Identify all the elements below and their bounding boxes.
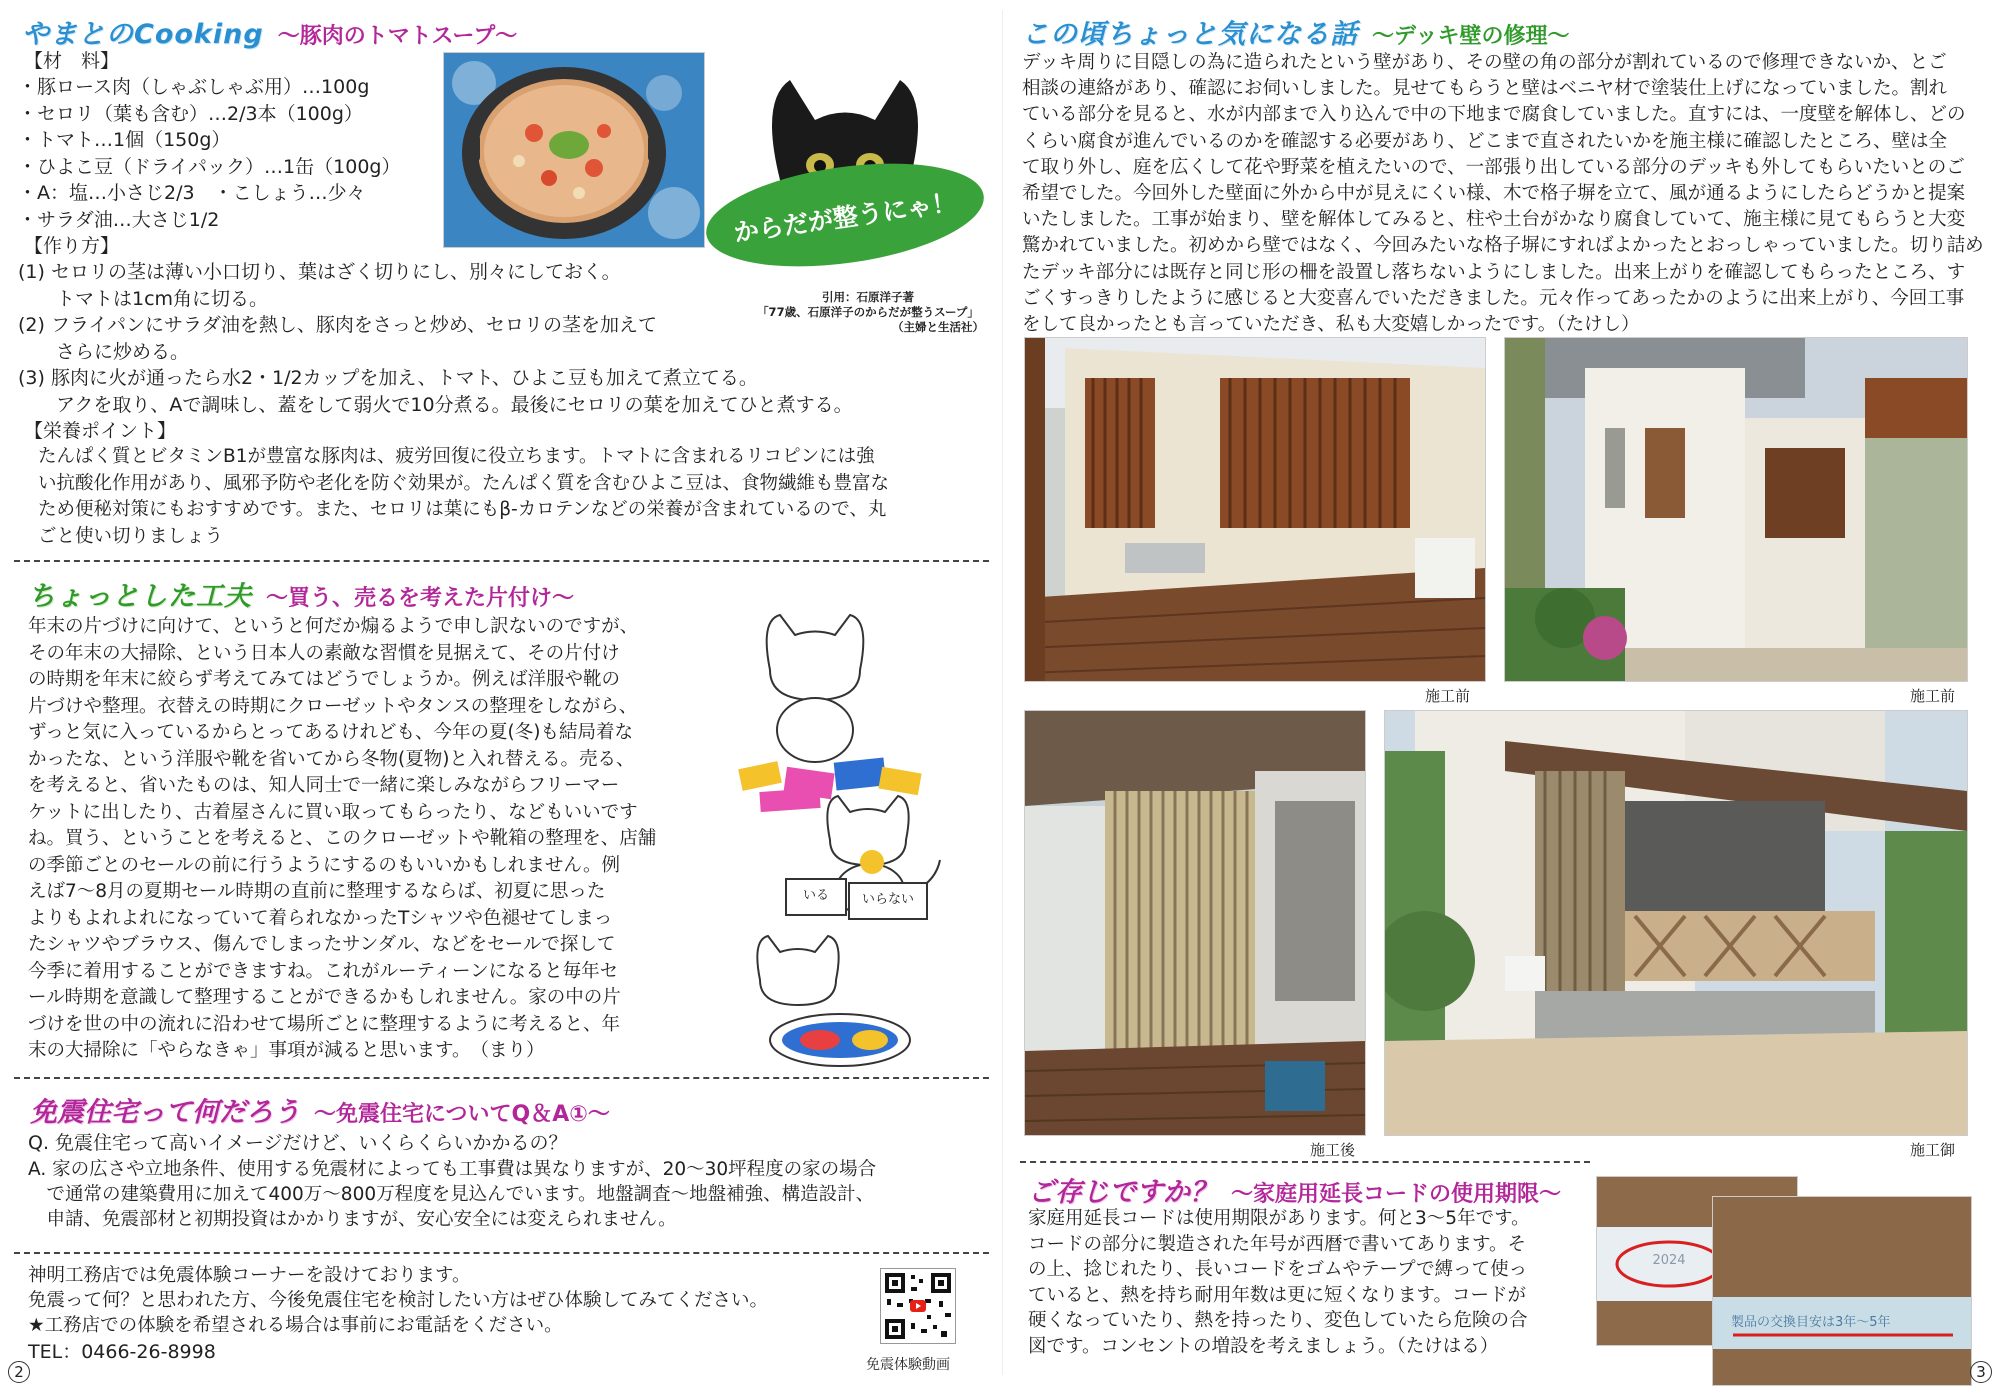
cord-text: 家庭用延長コードは使用期限があります。何と3～5年です。 コードの部分に製造された年号が西暦で書いてあります。そ の上、捻じれたり、長いコードをゴムやテープで縛って使っ ていると、熱を持ち耐用年数は更に短くなります。コードが 硬くなっていたり、熱を持ったり、変色していたら危険の合 図です。コンセントの増設を考えましょう。（たけはる） (1028, 1208, 1530, 1357)
page-number-left: 2 (8, 1361, 30, 1383)
deck-title-row (1022, 12, 1570, 51)
nutrition-text: たんぱく質とビタミンB1が豊富な豚肉は、疲労回復に役立ちます。トマトに含まれるリコピンには強 い抗酸化作用があり、風邪予防や老化を防ぐ効果が。たんぱく質を含むひよこ豆は、食物繊維も豊富な ため便秘対策にもおすすめです。また、セロリは葉にもβ-カロテンなどの栄養が含まれているので、丸 ごと使い切りましょう (38, 446, 890, 547)
tidy-title: ちょっとした工夫 (28, 581, 252, 612)
ingredient-item: ・ひよこ豆（ドライパック）…1缶（100g） (18, 155, 401, 178)
photo-after-2 (1384, 710, 1968, 1136)
menshin-notice: 神明工務店では免震体験コーナーを設けております。 免震って何？と思われた方、今後免震住宅を検討したい方はぜひ体験してみてください。 ★工務店での体験を希望される場合は事前にお電話をください。 (28, 1265, 769, 1336)
nutrition-header: 【栄養ポイント】 (24, 420, 177, 442)
tidy-title-row (28, 574, 574, 613)
cooking-title-row (22, 12, 517, 51)
step-line: トマトは1cm角に切る。 (18, 287, 269, 310)
cat-badge (700, 160, 990, 270)
ingredient-item: ・A：塩…小さじ2/3 ・こしょう…少々 (18, 182, 366, 204)
tidy-cat-illustrations (730, 600, 990, 1070)
ingredient-item: ・セロリ（葉も含む）…2/3本（100g） (18, 102, 363, 125)
citation-line: （主婦と生活社） (892, 320, 984, 334)
ingredient-item: ・サラダ油…大さじ1/2 (18, 208, 220, 231)
step-line: (2) フライパンにサラダ油を熱し、豚肉をさっと炒め、セロリの茎を加えて (18, 314, 658, 336)
steps-list (18, 259, 978, 418)
cord-lifespan-label: 製品の交換目安は3年～5年 (1731, 1315, 1891, 1330)
photo-caption: 施工前 (1910, 687, 1956, 705)
menshin-answer: A. 家の広さや立地条件、使用する免震材によっても工事費は異なりますが、20～30坪程度の家の場合 で通常の建築費用に加えて400万～800万程度を見込んでいます。地盤調査～地盤補強、構造設計、 申請、免震部材と初期投資はかかりますが、安心安全には変えられません。 (28, 1159, 877, 1230)
page-number-right: 3 (1970, 1361, 1992, 1383)
ingredients-list (18, 74, 458, 233)
menshin-subtitle: ～免震住宅についてQ＆A①～ (314, 1102, 610, 1127)
photo-caption: 施工後 (1310, 1141, 1356, 1159)
menshin-question: Q. 免震住宅って高いイメージだけど、いくらくらいかかるの？ (28, 1132, 568, 1154)
deck-title: この頃ちょっと気になる話 (1022, 19, 1358, 50)
cord-title-row (1028, 1170, 1561, 1209)
divider (14, 1077, 989, 1079)
citation-line: 引用：石原洋子著 (822, 290, 914, 304)
cooking-subtitle: ～豚肉のトマトスープ～ (277, 24, 518, 49)
cat-badge-text: からだが整うにゃ！ (732, 187, 959, 248)
box-label-discard: いらない (848, 882, 928, 920)
deck-subtitle: ～デッキ壁の修理～ (1372, 24, 1570, 49)
cooking-title: やまとのCooking (22, 19, 264, 50)
citation-line: 「77歳、石原洋子のからだが整うスープ」 (757, 305, 979, 319)
steps-header: 【作り方】 (24, 235, 120, 257)
ingredients-header: 【材 料】 (24, 50, 120, 72)
cord-photo-label (1712, 1196, 1972, 1386)
qr-code[interactable] (880, 1268, 956, 1344)
menshin-title: 免震住宅って何だろう (30, 1097, 300, 1128)
photo-before-2 (1504, 337, 1968, 682)
photo-before-1 (1024, 337, 1486, 682)
ingredient-item: ・豚ロース肉（しゃぶしゃぶ用）…100g (18, 76, 370, 98)
tidy-subtitle: ～買う、売るを考えた片付け～ (266, 586, 575, 611)
divider (1020, 1161, 1590, 1163)
box-label-keep: いる (785, 878, 847, 916)
ingredient-item: ・トマト…1個（150g） (18, 129, 231, 151)
tidy-text: 年末の片づけに向けて、というと何だか煽るようで申し訳ないのですが、 その年末の大掃除、という日本人の素敵な習慣を見据えて、その片付け の時期を年末に絞らず考えてみてはどうでしょうか。例えば洋服や靴の 片づけや整理。衣替えの時期にクローゼットやタンスの整理をしながら、 ずっと気に入っているからとってあるけれども、今年の夏(冬)も結局着な かったな、という洋服や靴を省いてから冬物(夏物)と入れ替える。売る、 を考えると、省いたものは、知人同士で一緒に楽しみながらフリーマー ケットに出したり、古着屋さんに買い取ってもらったり、などもいいです ね。買う、ということを考えると、このクローゼットや靴箱の整理を、店舗 の季節ごとのセールの前に行うようにするのもいいかもしれません。例 えば7～8月の夏期セール時期の直前に整理するならば、初夏に思った よりもよれよれになっていて着られなかったTシャツや色褪せてしまっ たシャツやブラウス、傷んでしまったサンダル、などをセールで探して 今季に着用することができますね。これがルーティーンになると毎年セ ール時期を意識して整理することができるかもしれません。家の中の片 づけを世の中の流れに沿わせて場所ごとに整理するように考えると、年 末の大掃除に「やらなきゃ」事項が減ると思います。 （まり） (28, 616, 657, 1061)
cord-subtitle: ～家庭用延長コードの使用期限～ (1231, 1182, 1562, 1207)
cord-title: ご存じですか？ (1028, 1177, 1217, 1208)
photo-after-1 (1024, 710, 1366, 1136)
deck-text: デッキ周りに目隠しの為に造られたという壁があり、その壁の角の部分が割れているので修理できないか、とご 相談の連絡があり、確認にお伺いしました。見せてもらうと壁はベニヤ材で塗装仕上げになっていました。割れ ている部分を見ると、水が内部まで入り込んで中の下地まで腐食していました。直すには、一度壁を解体し、どの くらい腐食が進んでいるのかを確認する必要があり、どこまで直されたいかを施主様に確認したところ、壁は全 て取り外し、庭を広くして花や野菜を植えたいので、一部張り出している部分のデッキも外してもらいたいとのご 希望でした。今回外した壁面に外から中が見えにくい様、木で格子塀を立て、風が通るようにしたらどうかと提案 いたしました。工事が始まり、壁を解体してみると、柱や土台がかなり腐食していて、施主様に見てもらうと大変 驚かれていました。初めから壁ではなく、今回みたいな格子塀にすればよかったとおっしゃっていました。切り詰め たデッキ部分には既存と同じ形の柵を設置し落ちないようにしました。出来上がりを確認してもらったところ、す ごくすっきりしたように感じると大変喜んでいただきました。元々作ってあったかのように出来上がり、今回工事 をして良かったとも言っていただき、私も大変嬉しかったです。（たけし） (1022, 52, 1984, 336)
page-gutter (1002, 10, 1003, 1375)
soup-photo (443, 52, 705, 248)
divider (14, 560, 989, 562)
cord-year-label: 2024 (1652, 1253, 1686, 1268)
step-line: アクを取り、Aで調味し、蓋をして弱火で10分煮る。最後にセロリの葉を加えてひと煮する。 (18, 393, 853, 416)
qr-caption: 免震体験動画 (866, 1357, 950, 1373)
photo-caption: 施工御 (1910, 1141, 1956, 1159)
menshin-tel: TEL：0466-26-8998 (28, 1341, 216, 1363)
menshin-title-row (30, 1090, 610, 1129)
step-line: さらに炒める。 (18, 340, 190, 363)
divider (14, 1252, 989, 1254)
photo-caption: 施工前 (1425, 687, 1471, 705)
step-line: (3) 豚肉に火が通ったら水2・1/2カップを加え、トマト、ひよこ豆も加えて煮立てる。 (18, 367, 758, 389)
step-line: (1) セロリの茎は薄い小口切り、葉はざく切りにし、別々にしておく。 (18, 261, 621, 283)
